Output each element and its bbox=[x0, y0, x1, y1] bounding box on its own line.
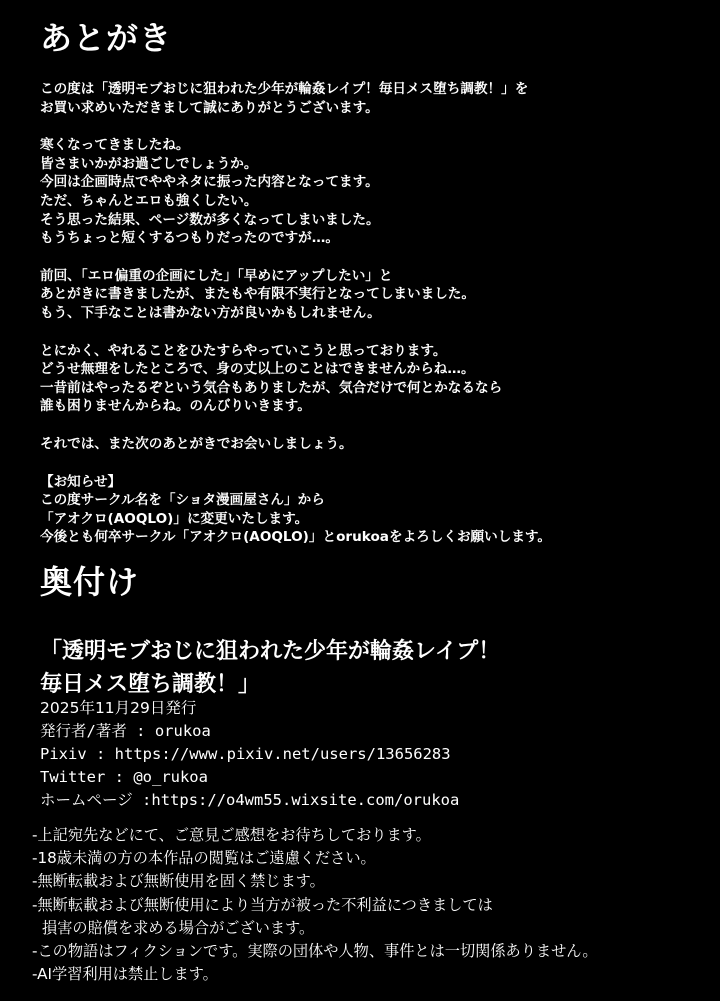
afterword-body bbox=[40, 80, 700, 547]
afterword-line: 一昔前はやったるぞという気合もありましたが、気合だけで何とかなるなら bbox=[40, 379, 503, 396]
note-item: -この物語はフィクションです。実際の団体や人物、事件とは一切関係ありません。 bbox=[32, 942, 598, 961]
afterword-line: 誰も困りませんからね。のんびりいきます。 bbox=[40, 398, 311, 415]
book-title bbox=[40, 635, 500, 701]
afterword-line: あとがきに書きましたが、またもや有限不実行となってしまいました。 bbox=[40, 286, 475, 303]
colophon-heading: 奥付け bbox=[40, 563, 140, 601]
homepage-label: ホームページ bbox=[40, 791, 133, 809]
note-item: -無断転載および無断使用により当方が被った不利益につきましては bbox=[32, 895, 493, 914]
afterword-line: もう、下手なことは書かない方が良いかもしれません。 bbox=[40, 304, 381, 321]
note-item: 損害の賠償を求める場合がございます。 bbox=[42, 918, 315, 937]
publish-date: 2025年11月29日発行 bbox=[40, 699, 197, 717]
notes-list bbox=[32, 824, 598, 986]
afterword-heading: あとがき bbox=[40, 19, 173, 57]
note-item: -AI学習利用は禁止します。 bbox=[32, 965, 218, 984]
afterword-line: ただ、ちゃんとエロも強くしたい。 bbox=[40, 192, 258, 209]
homepage-link[interactable]: :https://o4wm55.wixsite.com/orukoa bbox=[132, 791, 460, 809]
notice-heading: 【お知らせ】 bbox=[40, 473, 122, 490]
book-title-line: 毎日メス堕ち調教！」 bbox=[40, 672, 261, 697]
afterword-line: この度サークル名を「ショタ漫画屋さん」から bbox=[40, 492, 325, 509]
note-item: -上記宛先などにて、ご意見ご感想をお待ちしております。 bbox=[32, 826, 431, 844]
note-item: -18歳未満の方の本作品の閲覧はご遠慮ください。 bbox=[32, 849, 376, 868]
twitter-link[interactable]: Twitter : @o_rukoa bbox=[40, 768, 208, 786]
afterword-line: 「アオクロ(AOQLO)」に変更いたします。 bbox=[40, 510, 309, 527]
author-line: 発行者/著者 : orukoa bbox=[40, 722, 211, 740]
afterword-line: 寒くなってきましたね。 bbox=[40, 137, 190, 154]
note-item: -無断転載および無断使用を固く禁じます。 bbox=[32, 872, 325, 891]
afterword-line: 今回は企画時点でややネタに振った内容となってます。 bbox=[40, 174, 379, 191]
afterword-line: それでは、また次のあとがきでお会いしましょう。 bbox=[40, 435, 353, 452]
afterword-line: お買い求めいただきまして誠にありがとうございます。 bbox=[40, 99, 379, 116]
homepage-line bbox=[40, 789, 459, 812]
afterword-line: もうちょっと短くするつもりだったのですが…。 bbox=[40, 230, 339, 247]
afterword-line: 今後とも何卒サークル「アオクロ(AOQLO)」とorukoaをよろしくお願いします。 bbox=[40, 529, 552, 546]
afterword-line: とにかく、やれることをひたすらやっていこうと思っております。 bbox=[40, 342, 447, 359]
book-title-line: 「透明モブおじに狙われた少年が輪姦レイプ！ bbox=[40, 639, 501, 664]
afterword-line: どうせ無理をしたところで、身の丈以上のことはできませんからね…。 bbox=[40, 361, 475, 378]
afterword-line: 前回、「エロ偏重の企画にした」「早めにアップしたい」と bbox=[40, 267, 393, 284]
pixiv-link[interactable]: Pixiv : https://www.pixiv.net/users/13656283 bbox=[40, 745, 451, 763]
afterword-line: そう思った結果、ページ数が多くなってしまいました。 bbox=[40, 211, 380, 228]
afterword-line: 皆さまいかがお過ごしでしょうか。 bbox=[40, 155, 258, 172]
afterword-line: この度は「透明モブおじに狙われた少年が輪姦レイプ！毎日メス堕ち調教！」を bbox=[40, 81, 529, 97]
colophon-meta bbox=[40, 697, 459, 812]
